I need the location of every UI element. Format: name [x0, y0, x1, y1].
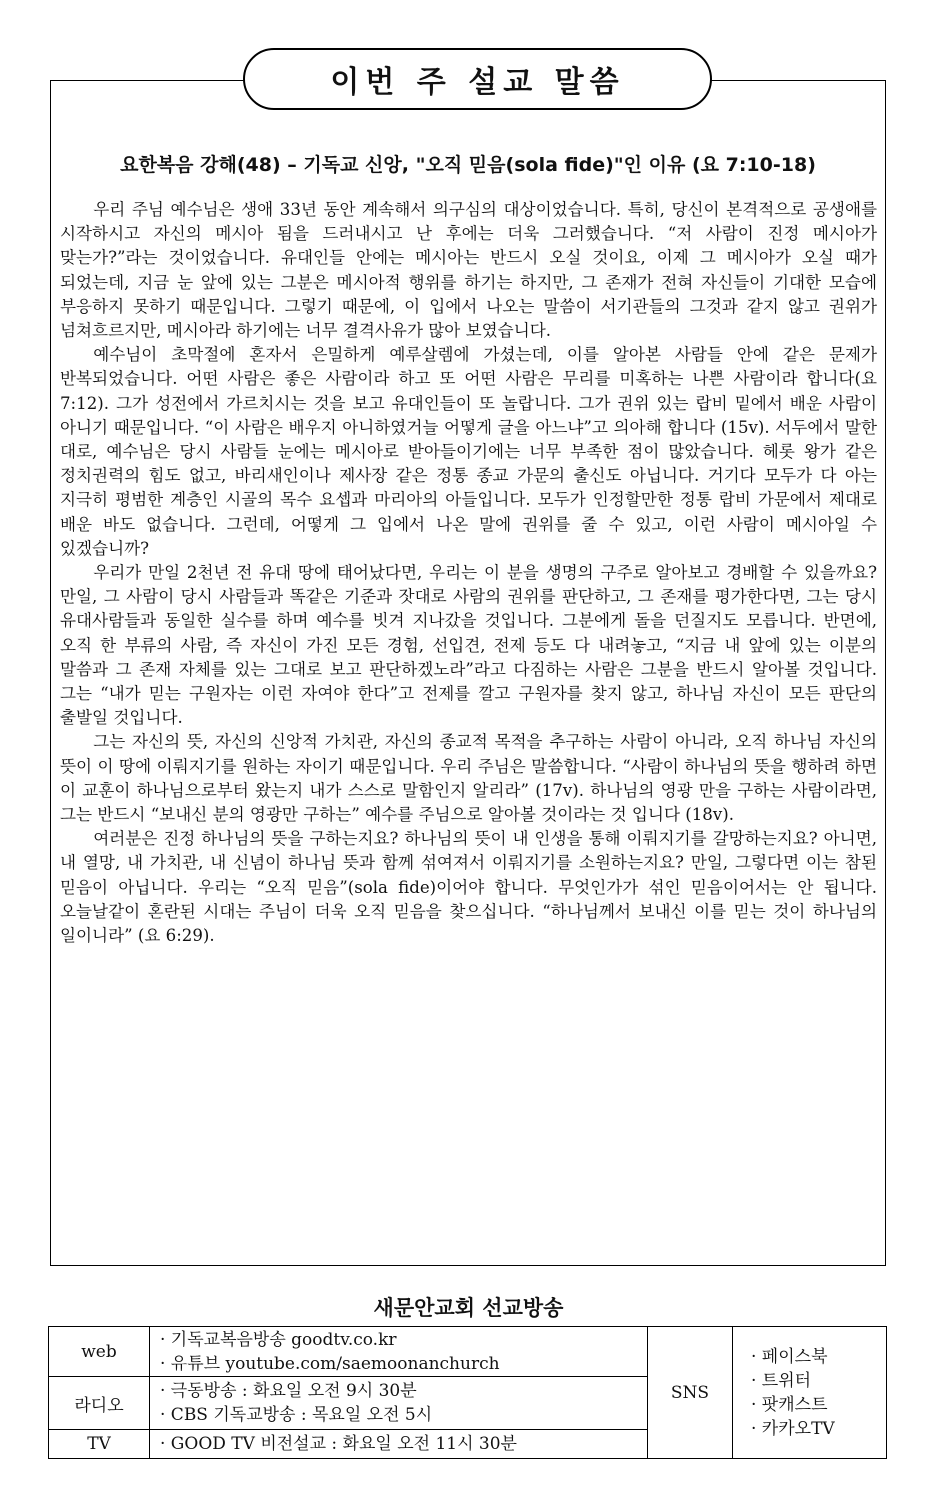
radio-label: 라디오 [49, 1377, 150, 1430]
sns-item-facebook: · 페이스북 [751, 1346, 828, 1367]
page-title [243, 48, 712, 110]
broadcast-title: 새문안교회 선교방송 [373, 1296, 564, 1320]
broadcast-table [48, 1326, 887, 1459]
sermon-paragraph: 그는 자신의 뜻, 자신의 신앙적 가치관, 자신의 종교적 목적을 추구하는 사람이 아니라, 오직 하나님 자신의 뜻이 이 땅에 이뤄지기를 원하는 자이기 때문입니다. 우리 주님은 말씀합니다. “사람이 하나님의 뜻을 행하려 하면 이 교훈이 하나님으로부터 왔는지 내가 스스로 말함인지 알리라” (17v). 하나님의 영광 만을 구하는 사람이라면, 그는 반드시 “보내신 분의 영광만 구하는” 예수를 주님으로 알아볼 것이라는 것 입니다 (18v). [60, 732, 877, 825]
sermon-paragraph: 우리 주님 예수님은 생애 33년 동안 계속해서 의구심의 대상이었습니다. 특히, 당신이 본격적으로 공생애를 시작하시고 자신의 메시아 됨을 드러내시고 난 후에는 더욱 그러했습니다. “저 사람이 진정 메시아가 맞는가?”라는 것이었습니다. 유대인들 안에는 메시아는 반드시 오실 것이요, 이제 그 메시아가 오실 때가 되었는데, 지금 눈 앞에 있는 그분은 메시아적 행위를 하기는 하지만, 그 존재가 전혀 자신들이 기대한 모습에 부응하지 못하기 때문입니다. 그렇기 때문에, 이 입에서 나오는 말씀이 서기관들의 그것과 같지 않고 권위가 넘쳐흐르지만, 메시아라 하기에는 너무 결격사유가 많아 보였습니다. [60, 200, 877, 341]
radio-item: · CBS 기독교방송 : 목요일 오전 5시 [160, 1405, 433, 1425]
web-row [49, 1327, 887, 1377]
sermon-heading: 요한복음 강해(48) – 기독교 신앙, "오직 믿음(sola fide)"인 이유 (요 7:10-18) [120, 154, 816, 176]
web-item: · 기독교복음방송 goodtv.co.kr [160, 1329, 397, 1350]
web-content [150, 1327, 648, 1377]
sns-label: SNS [648, 1327, 733, 1459]
sermon-paragraph: 우리가 만일 2천년 전 유대 땅에 태어났다면, 우리는 이 분을 생명의 구주로 알아보고 경배할 수 있을까요? 만일, 그 사람이 당시 사람들과 똑같은 기준과 잣대로 사람의 권위를 판단하고, 그 존재를 평가한다면, 그는 당시 유대사람들과 동일한 실수를 하며 예수를 빗겨 지나갔을 것입니다. 그분에게 돌을 던질지도 모릅니다. 반면에, 오직 한 부류의 사람, 즉 자신이 가진 모든 경험, 선입견, 전제 등도 다 내려놓고, “지금 내 앞에 있는 이분의 말씀과 그 존재 자체를 있는 그대로 보고 판단하겠노라”라고 다짐하는 사람은 그분을 반드시 알아볼 것입니다. 그는 “내가 믿는 구원자는 이런 자여야 한다”고 전제를 깔고 구원자를 찾지 않고, 하나님 자신이 모든 판단의 출발일 것입니다. [60, 563, 877, 728]
sermon-paragraph: 여러분은 진정 하나님의 뜻을 구하는지요? 하나님의 뜻이 내 인생을 통해 이뤄지기를 갈망하는지요? 아니면, 내 열망, 내 가치관, 내 신념이 하나님 뜻과 함께 섞여져서 이뤄지기를 소원하는지요? 만일, 그렇다면 이는 참된 믿음이 아닙니다. 우리는 “오직 믿음”(sola fide)이어야 합니다. 무엇인가가 섞인 믿음이어서는 안 됩니다. 오늘날같이 혼란된 시대는 주님이 더욱 오직 믿음을 찾으십니다. “하나님께서 보내신 이를 믿는 것이 하나님의 일이니라” (요 6:29). [60, 829, 877, 946]
web-item: · 유튜브 youtube.com/saemoonanchurch [160, 1353, 500, 1374]
radio-item: · 극동방송 : 화요일 오전 9시 30분 [160, 1381, 417, 1401]
sermon-paragraph: 예수님이 초막절에 혼자서 은밀하게 예루살렘에 가셨는데, 이를 알아본 사람들 안에 같은 문제가 반복되었습니다. 어떤 사람은 좋은 사람이라 하고 또 어떤 사람은 무리를 미혹하는 나쁜 사람이라 합니다(요 7:12). 그가 성전에서 가르치시는 것을 보고 유대인들이 또 놀랍니다. 그가 권위 있는 랍비 밑에서 배운 사람이 아니기 때문입니다. “이 사람은 배우지 아니하였거늘 어떻게 글을 아느냐”고 의아해 합니다 (15v). 서두에서 말한 대로, 예수님은 당시 사람들 눈에는 메시아로 받아들이기에는 너무 부족한 점이 많았습니다. 헤롯 왕가 같은 정치권력의 힘도 없고, 바리새인이나 제사장 같은 정통 종교 가문의 출신도 아닙니다. 거기다 모두가 다 아는 지극히 평범한 계층인 시골의 목수 요셉과 마리아의 아들입니다. 모두가 인정할만한 정통 랍비 가문에서 제대로 배운 바도 없습니다. 그런데, 어떻게 그 입에서 나온 말에 권위를 줄 수 있고, 이런 사람이 메시아일 수 있겠습니까? [60, 345, 877, 558]
tv-item: · GOOD TV 비전설교 : 화요일 오전 11시 30분 [160, 1434, 517, 1454]
tv-label: TV [49, 1430, 150, 1459]
sns-item-twitter: · 트위터 [751, 1370, 812, 1391]
sns-content [733, 1327, 887, 1459]
sns-item-podcast: · 팟캐스트 [751, 1394, 828, 1415]
page-title-text: 이번 주 설교 말씀 [330, 65, 625, 100]
sermon-body [60, 198, 877, 948]
tv-content [150, 1430, 648, 1459]
sns-item-kakaotv: · 카카오TV [751, 1418, 835, 1439]
web-label: web [49, 1327, 150, 1377]
radio-content [150, 1377, 648, 1430]
